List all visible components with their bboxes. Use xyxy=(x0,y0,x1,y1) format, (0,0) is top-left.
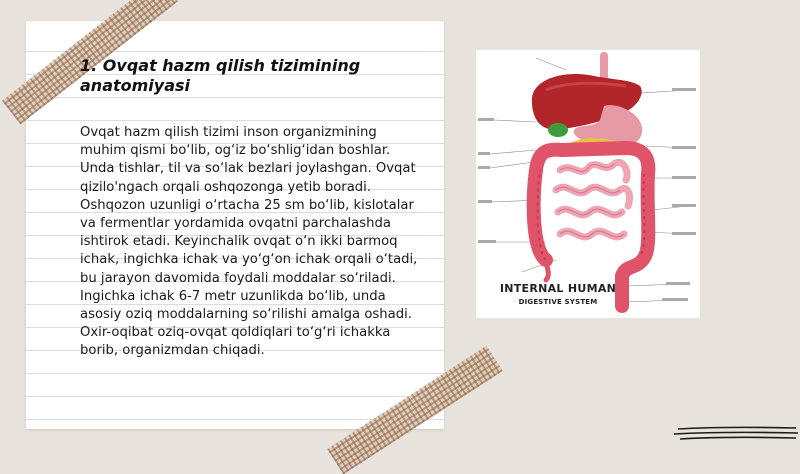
image-caption-title: INTERNAL HUMAN xyxy=(499,282,617,295)
slide-body-text: Ovqat hazm qilish tizimi inson organizmining muhim qismi bo‘lib, og‘iz bo‘shlig‘idan boshlar. Unda tishlar, til va so‘lak bezlari joylashgan. Ovqat qizilo'ngach orqali oshqozonga yetib boradi. Oshqozon uzunligi o‘rtacha 25 sm bo‘lib, kislotalar va fermentlar yordamida ovqatni parchalashda ishtirok etadi. Keyinchalik ovqat o‘n ikki barmoq ichak, ingichka ichak va yo‘g‘on ichak orqali o‘tadi, bu jarayon davomida foydali moddalar so‘riladi. Ingichka ichak 6-7 metr uzunlikda bo‘lib, unda asosiy oziq moddalarning so‘rilishi amalga oshadi. Oxir-oqibat oziq-ovqat qoldiqlari to‘g‘ri ichakka borib, organizmdan chiqadi. xyxy=(80,125,418,359)
digestive-system-image xyxy=(476,50,700,318)
decorative-lines xyxy=(672,422,800,446)
digestive-system-illustration xyxy=(476,50,700,318)
slide-title: 1. Ovqat hazm qilish tizimining anatomiyasi xyxy=(80,56,361,95)
image-caption-subtitle: DIGESTIVE SYSTEM xyxy=(518,298,598,306)
